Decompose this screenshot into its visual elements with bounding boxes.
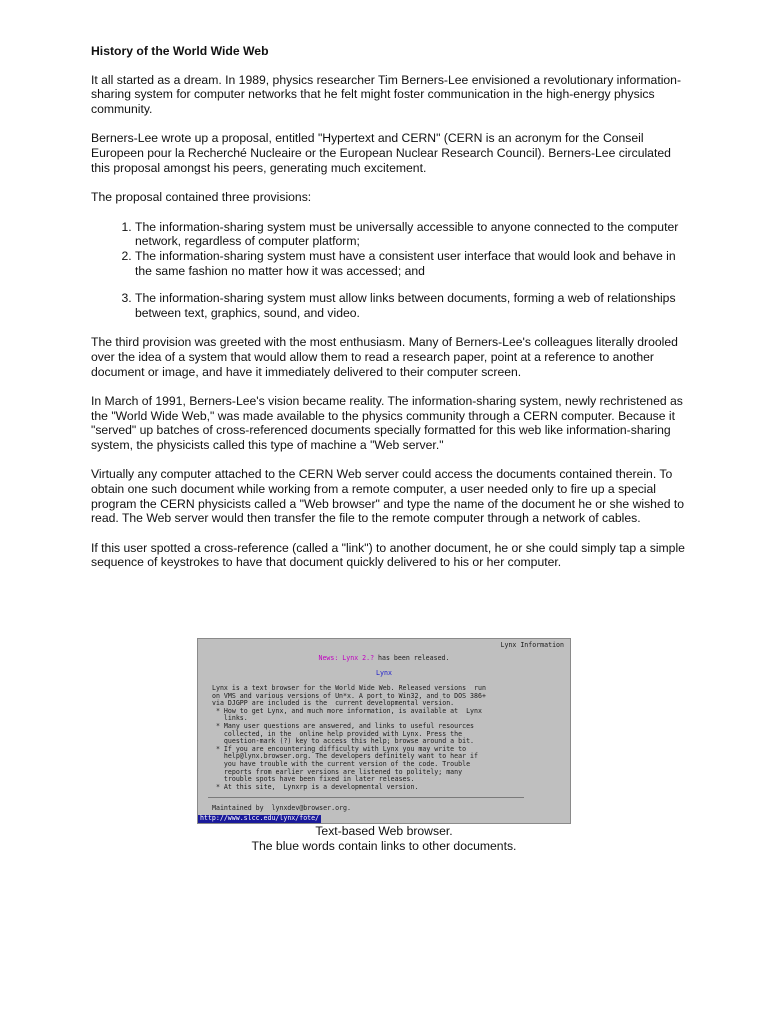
lynx-line: on VMS and various versions of Un*x. A port to Win32, and to DOS 386+ [212, 691, 486, 700]
lynx-line: trouble spots have been fixed in later releases. [212, 775, 415, 784]
lynx-news-label: News: Lynx 2.? [318, 654, 375, 662]
caption-line-1: Text-based Web browser. [315, 824, 453, 838]
lynx-line: * At this site, Lynxrp is a developmental version. [212, 782, 419, 791]
lynx-line: you have trouble with the current version of the code. Trouble [212, 759, 471, 768]
lynx-line: collected, in the online help provided with Lynx. Press the [212, 729, 463, 738]
lynx-body-text [212, 685, 562, 791]
list-item: 1. The information-sharing system must be universally accessible to anyone connected to the computer network, regardless of computer platform; [135, 220, 691, 249]
document-title: History of the World Wide Web [91, 44, 269, 58]
lynx-divider [208, 797, 524, 798]
paragraph-provisions-intro: The proposal contained three provisions: [91, 190, 312, 205]
provisions-list [91, 220, 691, 321]
lynx-line: via DJGPP are included is the current developmental version. [212, 699, 455, 708]
lynx-line: * Many user questions are answered, and links to useful resources [212, 721, 475, 730]
paragraph-browser: Virtually any computer attached to the CERN Web server could access the documents contained therein. To obtain one such document while working from a remote computer, a user needed only to fire up a special program the CERN physicists called a "Web browser" and type the name of the document he or she wished to read. The Web server would then transfer the file to the remote computer through a network of cables. [91, 467, 685, 526]
lynx-screenshot-figure [197, 638, 571, 824]
lynx-line: links. [212, 714, 248, 723]
lynx-topline: Lynx Information [500, 641, 564, 649]
figure-caption [184, 824, 584, 853]
lynx-line: help@lynx.browser.org. The developers definitely want to hear if [212, 752, 478, 761]
lynx-status-url: http://www.slcc.edu/lynx/fote/ [200, 814, 320, 822]
paragraph-intro: It all started as a dream. In 1989, physics researcher Tim Berners-Lee envisioned a revolutionary information-sharing system for computer networks that he felt might foster communication in the high-energy physics community. [91, 72, 682, 116]
paragraph-proposal: Berners-Lee wrote up a proposal, entitled "Hypertext and CERN" (CERN is an acronym for the Conseil Europeen pour la Recherché Nucleaire or the European Nuclear Research Council). Berners-Lee circulated this proposal amongst his peers, generating much excitement. [91, 131, 671, 175]
paragraph-link: If this user spotted a cross-reference (called a "link") to another document, he or she could simply tap a simple sequence of keystrokes to have that document quickly delivered to his or her computer. [91, 540, 685, 570]
caption-line-2: The blue words contain links to other documents. [251, 838, 517, 853]
lynx-line: reports from earlier versions are listened to politely; many [212, 767, 463, 776]
lynx-maintained-line: Maintained by lynxdev@browser.org. [212, 804, 351, 812]
lynx-news-text: has been released. [374, 654, 450, 662]
list-item: 3. The information-sharing system must allow links between documents, forming a web of relationships between text, graphics, sound, and video. [135, 291, 691, 320]
paragraph-1991: In March of 1991, Berners-Lee's vision became reality. The information-sharing system, newly rechristened as the "World Wide Web," was made available to the physics community through a CERN computer. Because it "served" up batches of cross-referenced documents specially formatted for this web like information-sharing system, the physicists called this type of machine a "Web server." [91, 394, 683, 452]
lynx-news-line [198, 655, 570, 663]
paragraph-third-provision: The third provision was greeted with the most enthusiasm. Many of Berners-Lee's colleagues literally drooled over the idea of a system that would allow them to read a research paper, point at a reference to another document or image, and have it immediately delivered to their computer screen. [91, 335, 678, 379]
document-body [91, 44, 691, 585]
lynx-line: * How to get Lynx, and much more information, is available at Lynx [212, 706, 482, 715]
list-item: 2. The information-sharing system must have a consistent user interface that would look and behave in the same fashion no matter how it was accessed; and [135, 249, 691, 278]
lynx-line: question-mark (?) key to access this help; browse around a bit. [212, 737, 475, 746]
lynx-line: Lynx is a text browser for the World Wide Web. Released versions run [212, 684, 486, 692]
lynx-title: Lynx [376, 669, 392, 677]
lynx-line: * If you are encountering difficulty with Lynx you may write to [212, 744, 467, 753]
